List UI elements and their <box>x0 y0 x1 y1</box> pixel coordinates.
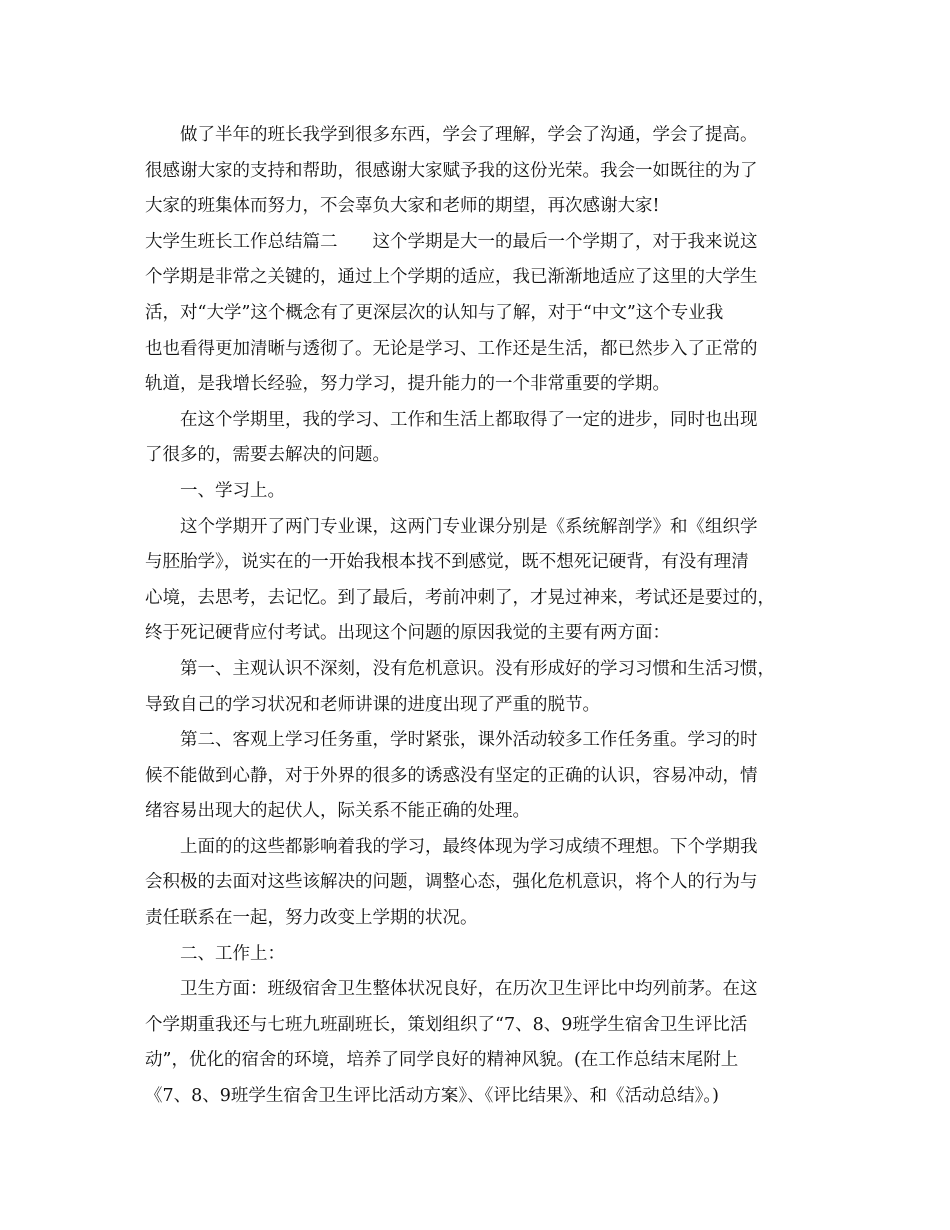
text-line: 二、工作上： <box>180 943 285 964</box>
text-line: 个学期重我还与七班九班副班长，策划组织了“7、8、9班学生宿舍卫生评比活 <box>145 1014 748 1035</box>
text-line: 动”，优化的宿舍的环境，培养了同学良好的精神风貌。(在工作总结末尾附上 <box>145 1050 739 1071</box>
text-line: 终于死记硬背应付考试。出现这个问题的原因我觉的主要有两方面： <box>145 623 670 644</box>
text-line: 候不能做到心静，对于外界的很多的诱惑没有坚定的正确的认识，容易冲动，情 <box>145 765 758 786</box>
text-line: 导致自己的学习状况和老师讲课的进度出现了严重的脱节。 <box>145 694 600 715</box>
text-line: 大学生班长工作总结篇二 这个学期是大一的最后一个学期了，对于我来说这 <box>145 231 758 252</box>
text-line: 责任联系在一起，努力改变上学期的状况。 <box>145 908 478 929</box>
text-line: 上面的的这些都影响着我的学习，最终体现为学习成绩不理想。下个学期我 <box>180 836 758 857</box>
text-line: 心境，去思考，去记忆。到了最后，考前冲刺了，才晃过神来，考试还是要过的， <box>145 587 775 608</box>
text-line: 这个学期开了两门专业课，这两门专业课分别是《系统解剖学》和《组织学 <box>180 516 758 537</box>
document-body <box>145 118 807 1115</box>
text-line: 《7、8、9班学生宿舍卫生评比活动方案》、《评比结果》、和《活动总结》。) <box>145 1086 719 1107</box>
text-line: 在这个学期里，我的学习、工作和生活上都取得了一定的进步，同时也出现 <box>180 409 758 430</box>
text-line: 轨道，是我增长经验，努力学习，提升能力的一个非常重要的学期。 <box>145 374 670 395</box>
text-line: 一、学习上。 <box>180 480 285 501</box>
text-line: 了很多的，需要去解决的问题。 <box>145 445 390 466</box>
text-line: 也也看得更加清晰与透彻了。无论是学习、工作还是生活，都已然步入了正常的 <box>145 338 758 359</box>
text-line: 与胚胎学》，说实在的一开始我根本找不到感觉，既不想死记硬背，有没有理清 <box>145 552 749 573</box>
text-line: 卫生方面：班级宿舍卫生整体状况良好，在历次卫生评比中均列前茅。在这 <box>180 979 758 1000</box>
text-line: 绪容易出现大的起伏人，际关系不能正确的处理。 <box>145 801 530 822</box>
text-line: 活，对“大学”这个概念有了更深层次的认知与了解，对于“中文”这个专业我 <box>145 302 724 323</box>
text-line: 个学期是非常之关键的，通过上个学期的适应，我已渐渐地适应了这里的大学生 <box>145 267 758 288</box>
text-line: 第二、客观上学习任务重，学时紧张，课外活动较多工作任务重。学习的时 <box>180 730 758 751</box>
text-line: 会积极的去面对这些该解决的问题，调整心态，强化危机意识，将个人的行为与 <box>145 872 758 893</box>
text-line: 大家的班集体而努力，不会辜负大家和老师的期望，再次感谢大家! <box>145 196 660 217</box>
text-line: 做了半年的班长我学到很多东西，学会了理解，学会了沟通，学会了提高。 <box>180 125 758 145</box>
text-line: 第一、主观认识不深刻，没有危机意识。没有形成好的学习习惯和生活习惯， <box>180 658 775 679</box>
text-line: 很感谢大家的支持和帮助，很感谢大家赋予我的这份光荣。我会一如既往的为了 <box>145 160 758 181</box>
